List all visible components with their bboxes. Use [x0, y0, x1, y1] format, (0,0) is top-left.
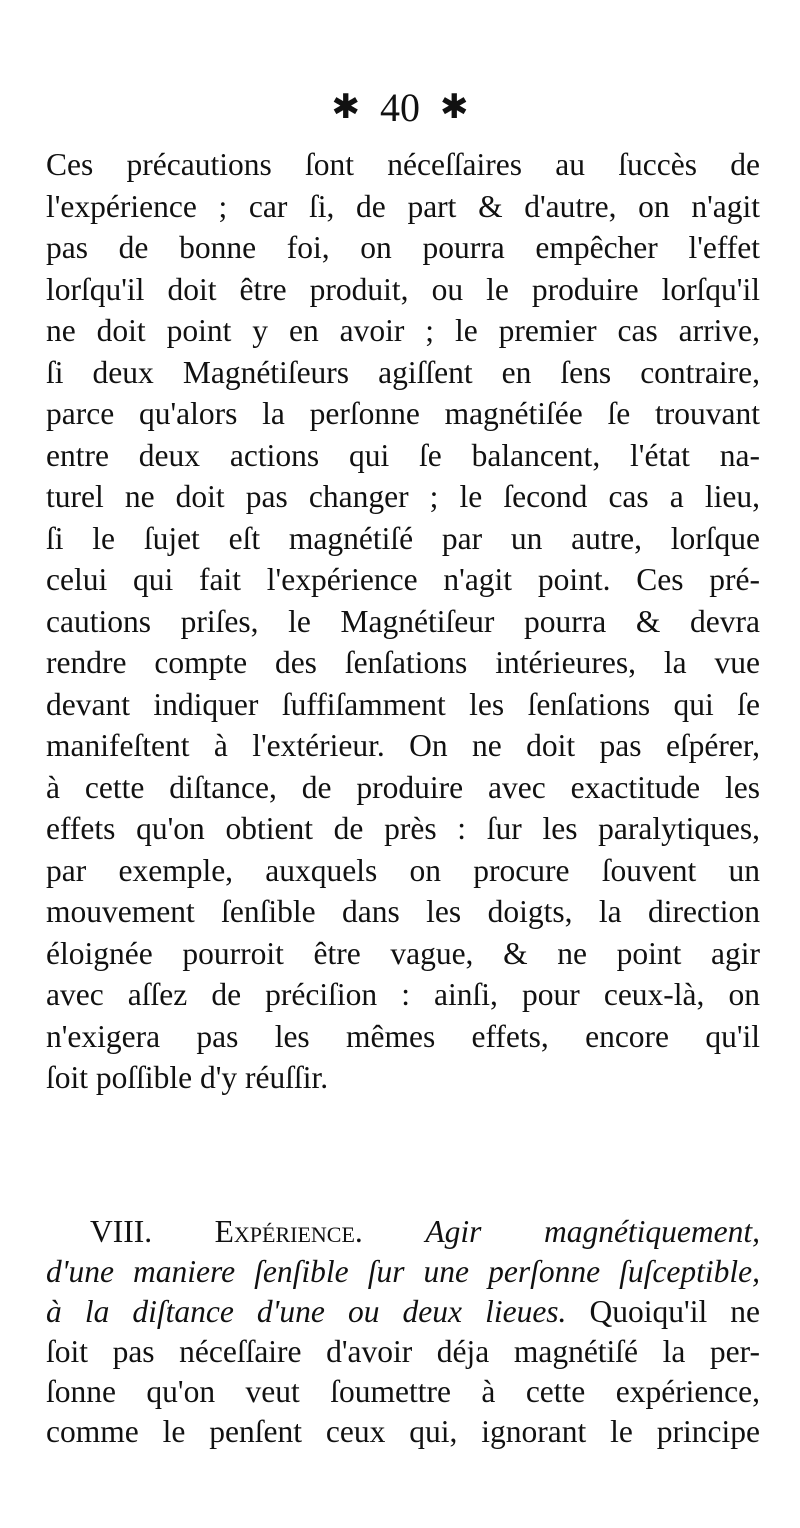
text-line: à cette diſtance, de produire avec exactitude les — [46, 769, 760, 805]
text-line: ſoit pas néceſſaire d'avoir déja magnétiſé la per- — [46, 1334, 760, 1369]
text-line: entre deux actions qui ſe balancent, l'état na- — [46, 437, 760, 473]
text-line: devant indiquer ſuffiſamment les ſenſations qui ſe — [46, 686, 760, 722]
text-line: mouvement ſenſible dans les doigts, la direction — [46, 894, 760, 929]
page-header — [0, 82, 800, 130]
text-line: Ces précautions ſont néceſſaires au ſuccès de — [46, 147, 760, 182]
ornament-right-icon: ✱ — [440, 88, 469, 126]
text-line: par exemple, auxquels on procure ſouvent un — [46, 852, 760, 888]
page-number: 40 — [380, 84, 420, 130]
text-line: celui qui fait l'expérience n'agit point. Ces pré- — [46, 562, 760, 597]
section-heading-line — [46, 1212, 760, 1252]
text-line: ſi le ſujet eſt magnétiſé par un autre, lorſque — [46, 520, 760, 556]
text-line: ſoit poſſible d'y réuſſir. — [46, 1060, 329, 1095]
section-heading: Expérience. — [214, 1214, 363, 1249]
text-line: l'expérience ; car ſi, de part & d'autre, on n'agit — [46, 188, 760, 224]
text-line: lorſqu'il doit être produit, ou le produire lorſqu'il — [46, 271, 760, 307]
text-line: turel ne doit pas changer ; le ſecond cas a lieu, — [46, 479, 760, 514]
text-line: rendre compte des ſenſations intérieures, la vue — [46, 645, 760, 680]
body-text — [46, 144, 760, 1099]
text-line: cautions priſes, le Magnétiſeur pourra & devra — [46, 603, 760, 639]
text-line: ne doit point y en avoir ; le premier cas arrive, — [46, 313, 760, 348]
section-title-line — [46, 1292, 760, 1332]
text-line: manifeſtent à l'extérieur. On ne doit pas eſpérer, — [46, 728, 760, 763]
text-line: n'exigera pas les mêmes effets, encore qu'il — [46, 1018, 760, 1054]
text-line: comme le penſent ceux qui, ignorant le principe — [46, 1414, 760, 1449]
text-line: ſonne qu'on veut ſoumettre à cette expérience, — [46, 1374, 760, 1409]
text-line: éloignée pourroit être vague, & ne point agir — [46, 935, 760, 971]
text-line: parce qu'alors la perſonne magnétiſée ſe trouvant — [46, 396, 760, 431]
text-line: ſi deux Magnétiſeurs agiſſent en ſens contraire, — [46, 354, 760, 390]
section-number: VIII. — [90, 1214, 153, 1249]
section-title-part: à la diſtance d'une ou deux lieues. — [46, 1294, 567, 1329]
text-line: avec aſſez de préciſion : ainſi, pour ceux-là, on — [46, 977, 760, 1012]
text-line: pas de bonne foi, on pourra empêcher l'effet — [46, 230, 760, 265]
section-text-start: Quoiqu'il ne — [589, 1294, 760, 1329]
section-title-part: d'une maniere ſenſible ſur une perſonne ſuſceptible, — [46, 1254, 760, 1289]
section-viii — [46, 1212, 760, 1452]
text-line: effets qu'on obtient de près : ſur les paralytiques, — [46, 811, 760, 846]
section-title-part: Agir magnétiquement, — [425, 1214, 760, 1249]
ornament-left-icon: ✱ — [331, 88, 360, 126]
